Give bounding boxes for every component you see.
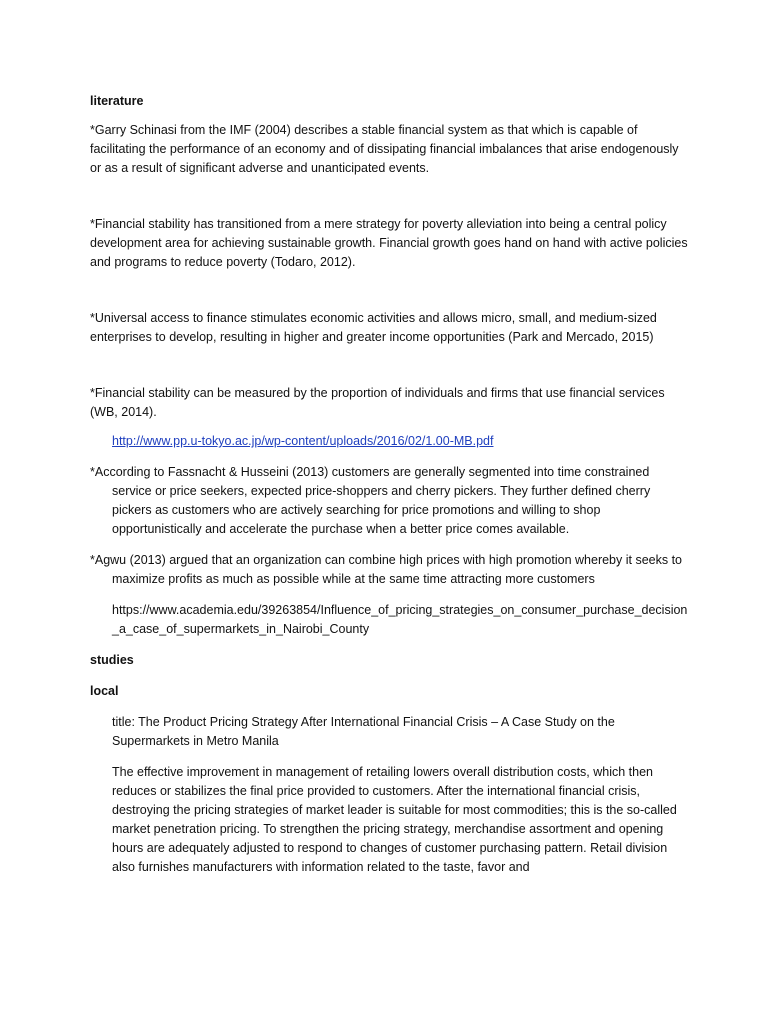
local-study-body: The effective improvement in management of retailing lowers overall distribution costs, which then reduces or stabilizes the final price provided to customers. After the international financial crisis, destroying the pricing strategies of market leader is suitable for most commodities; this is the so-called market penetration pricing. To strengthen the pricing strategy, merchandise assortment and opening hours are adequately adjusted to respond to changes of customer purchasing pattern. Retail division also furnishes manufacturers with information related to the taste, favor and xyxy=(112,765,677,874)
local-heading: local xyxy=(90,684,119,698)
literature-paragraph-6: *Agwu (2013) argued that an organization can combine high prices with high promotion whereby it seeks to maximize profits as much as possible while at the same time attracting more customers xyxy=(90,553,683,586)
literature-paragraph-5: *According to Fassnacht & Husseini (2013) customers are generally segmented into time constrained service or price seekers, expected price-shoppers and cherry pickers. They further defined cherry pickers as customers who are actively searching for price promotions and willing to shop opportunistically and accelerate the purchase when a better price comes available. xyxy=(90,465,651,536)
local-study-title: title: The Product Pricing Strategy After International Financial Crisis – A Case Study on the Supermarkets in Metro Manila xyxy=(112,715,615,748)
literature-paragraph-2: *Financial stability has transitioned from a mere strategy for poverty alleviation into being a central policy development area for achieving sustainable growth. Financial growth goes hand on hand with active policies and programs to reduce poverty (Todaro, 2012). xyxy=(90,217,688,269)
literature-heading: literature xyxy=(90,94,144,108)
literature-paragraph-3: *Universal access to finance stimulates economic activities and allows micro, small, and medium-sized enterprises to develop, resulting in higher and greater income opportunities (Park and Mercado, 2015) xyxy=(90,311,657,344)
studies-heading: studies xyxy=(90,653,134,667)
reference-link-1[interactable] xyxy=(112,432,690,451)
literature-paragraph-1: *Garry Schinasi from the IMF (2004) describes a stable financial system as that which is capable of facilitating the performance of an economy and of dissipating financial imbalances that arise endogenously or as a result of significant adverse and unanticipated events. xyxy=(90,123,679,175)
reference-link-1-text[interactable]: http://www.pp.u-tokyo.ac.jp/wp-content/uploads/2016/02/1.00-MB.pdf xyxy=(112,434,494,448)
literature-paragraph-4: *Financial stability can be measured by the proportion of individuals and firms that use financial services (WB, 2014). xyxy=(90,386,665,419)
document-page xyxy=(90,92,690,877)
reference-url-2: https://www.academia.edu/39263854/Influence_of_pricing_strategies_on_consumer_purchase_decision_a_case_of_supermarkets_in_Nairobi_County xyxy=(112,603,688,636)
